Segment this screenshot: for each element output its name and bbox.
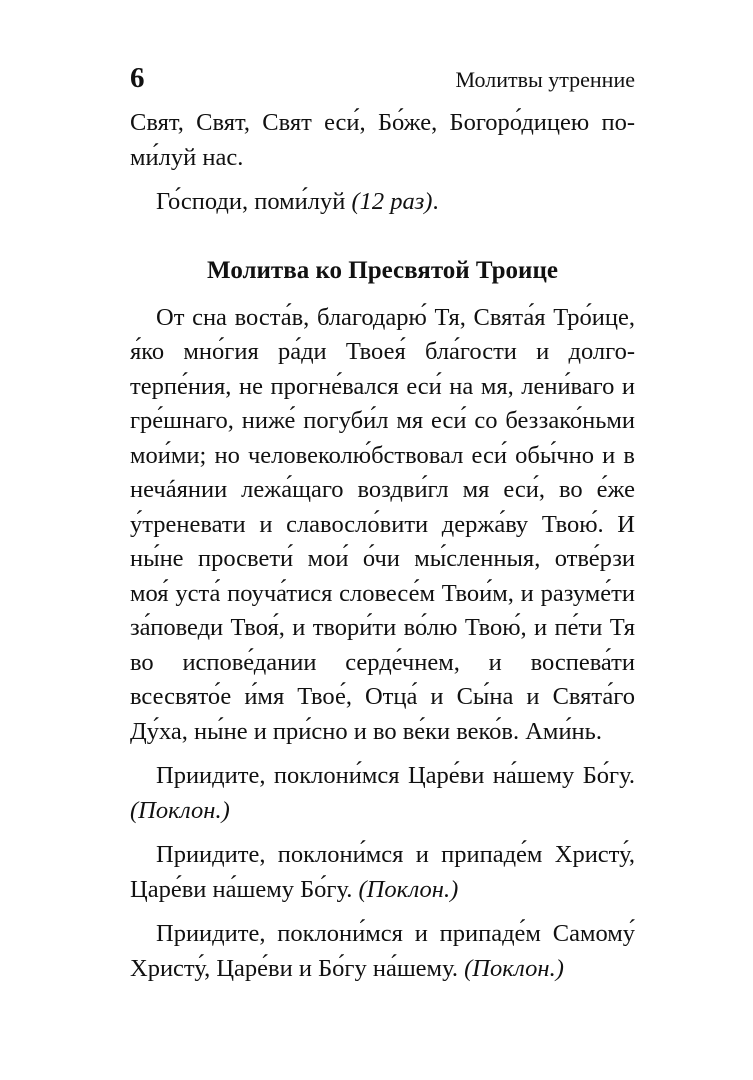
prayer-body: От сна воста́в, благодарю́ Тя, Свята́я Тро́ице, я́ко мно́гия ра́ди Твоея́ бла́гости и долготерпе́ния, не прогне́вался еси́ на мя, лени́ваго и гре́шнаго, ниже́ погуби́л мя еси́ со беззако́ньми мои́ми; но человеколю́бствовал еси́ обы́чно и в нечáянии лежа́щаго воздви́гл мя еси́, во е́же у́треневати и славосло́вити держа́ву Твою́. И ны́не просвети́ мои́ о́чи мы́сленныя, отве́рзи моя́ уста́ поуча́тися словесе́м Твои́м, и разуме́ти за́поведи Твоя́, и твори́ти во́лю Твою́, и пе́ти Тя во испове́дании серде́чнем, и воспева́ти всесвято́е и́мя Твое́, Отца́ и Сы́на и Свята́го Ду́ха, ны́не и при́сно и во ве́ки веко́в. Ами́нь. <box>130 303 635 745</box>
running-title: Молитвы утренние <box>455 67 635 92</box>
preceding-line-2 <box>130 185 635 220</box>
invitation-2 <box>130 838 635 907</box>
invitation-3 <box>130 917 635 986</box>
prayer-title: Молитва ко Пресвятой Троице <box>207 256 558 284</box>
invitation-1-text: Приидите, поклони́мся Царе́ви на́шему Бо́гу. <box>156 762 635 789</box>
preceding-line-1: Свят, Свят, Свят еси́, Бо́же, Богоро́дицею поми́луй нас. <box>130 109 635 171</box>
invitation-3-text: Приидите, поклони́мся и припаде́м Самому́ Христу́, Царе́ви и Бо́гу на́шему. <box>130 920 635 982</box>
invitation-2-rubric: (Поклон.) <box>358 875 459 903</box>
invitation-2-text: Приидите, поклони́мся и припаде́м Христу́, Царе́ви на́шему Бо́гу. <box>130 841 635 903</box>
invitation-3-rubric: (Поклон.) <box>464 954 564 982</box>
page-number: 6 <box>130 62 145 94</box>
invitation-1 <box>130 759 635 828</box>
page-header <box>130 62 635 106</box>
preceding-rubric: (12 раз) <box>351 188 433 215</box>
preceding-line-2-text: Го́споди, поми́луй <box>156 188 346 215</box>
preceding-line-2-end: . <box>432 188 439 215</box>
page-text <box>130 106 635 986</box>
invitation-1-rubric: (Поклон.) <box>130 796 230 824</box>
